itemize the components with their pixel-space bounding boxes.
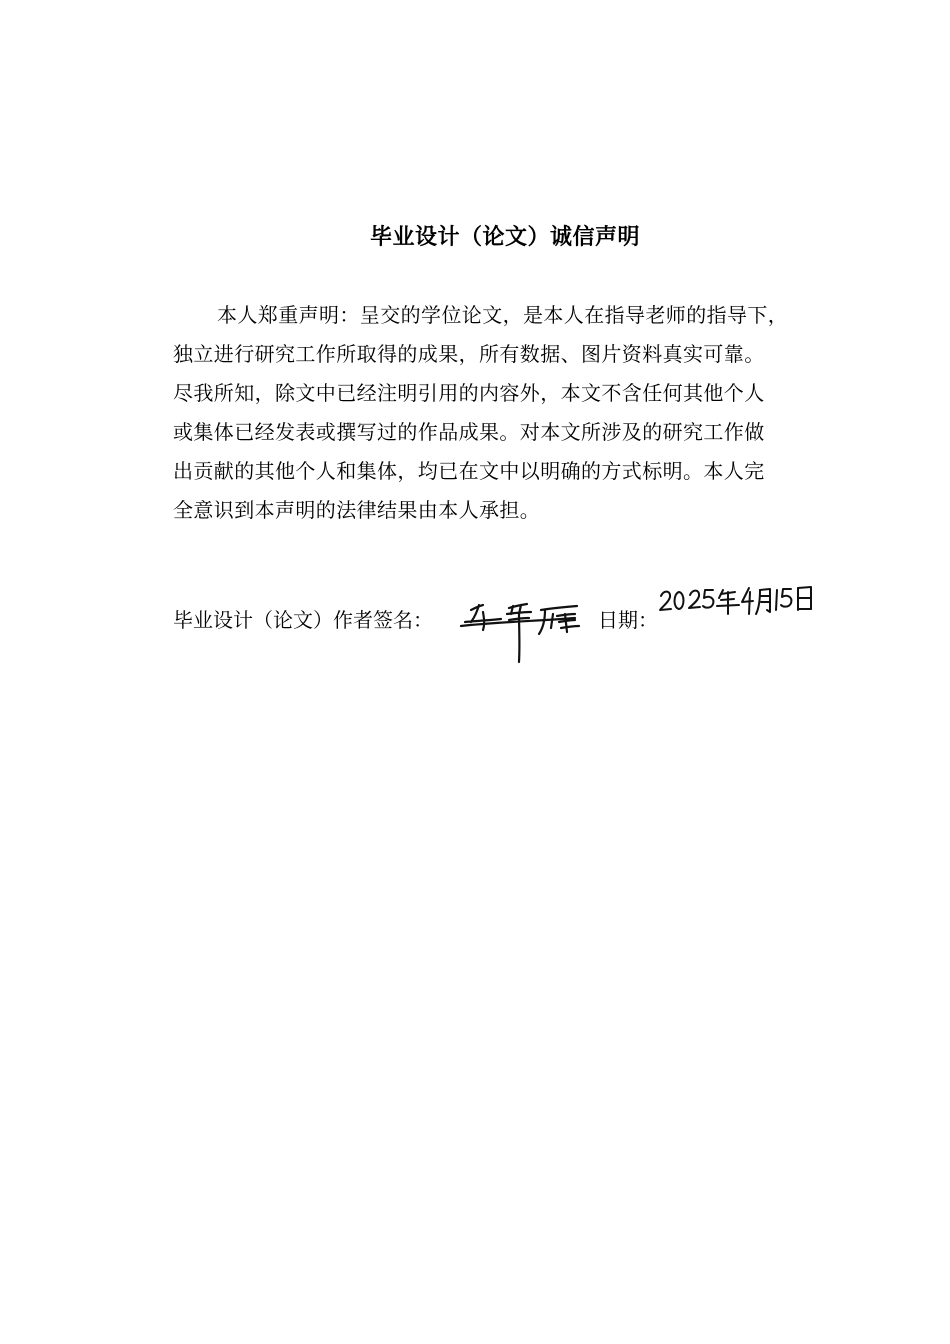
declaration-line: 独立进行研究工作所取得的成果，所有数据、图片资料真实可靠。 (173, 342, 765, 366)
declaration-line: 全意识到本声明的法律结果由本人承担。 (173, 498, 541, 522)
date-label: 日期： (598, 608, 658, 632)
declaration-line: 出贡献的其他个人和集体，均已在文中以明确的方式标明。本人完 (173, 459, 765, 483)
page-title: 毕业设计（论文）诚信声明 (369, 225, 640, 250)
handwritten-signature (457, 588, 587, 668)
declaration-line: 尽我所知，除文中已经注明引用的内容外，本文不含任何其他个人 (173, 381, 765, 405)
handwritten-date (657, 580, 817, 620)
declaration-body (173, 296, 857, 530)
declaration-line: 或集体已经发表或撰写过的作品成果。对本文所涉及的研究工作做 (173, 420, 765, 444)
declaration-line: 本人郑重声明：呈交的学位论文，是本人在指导老师的指导下， (217, 303, 789, 327)
author-signature-label: 毕业设计（论文）作者签名： (173, 608, 433, 632)
